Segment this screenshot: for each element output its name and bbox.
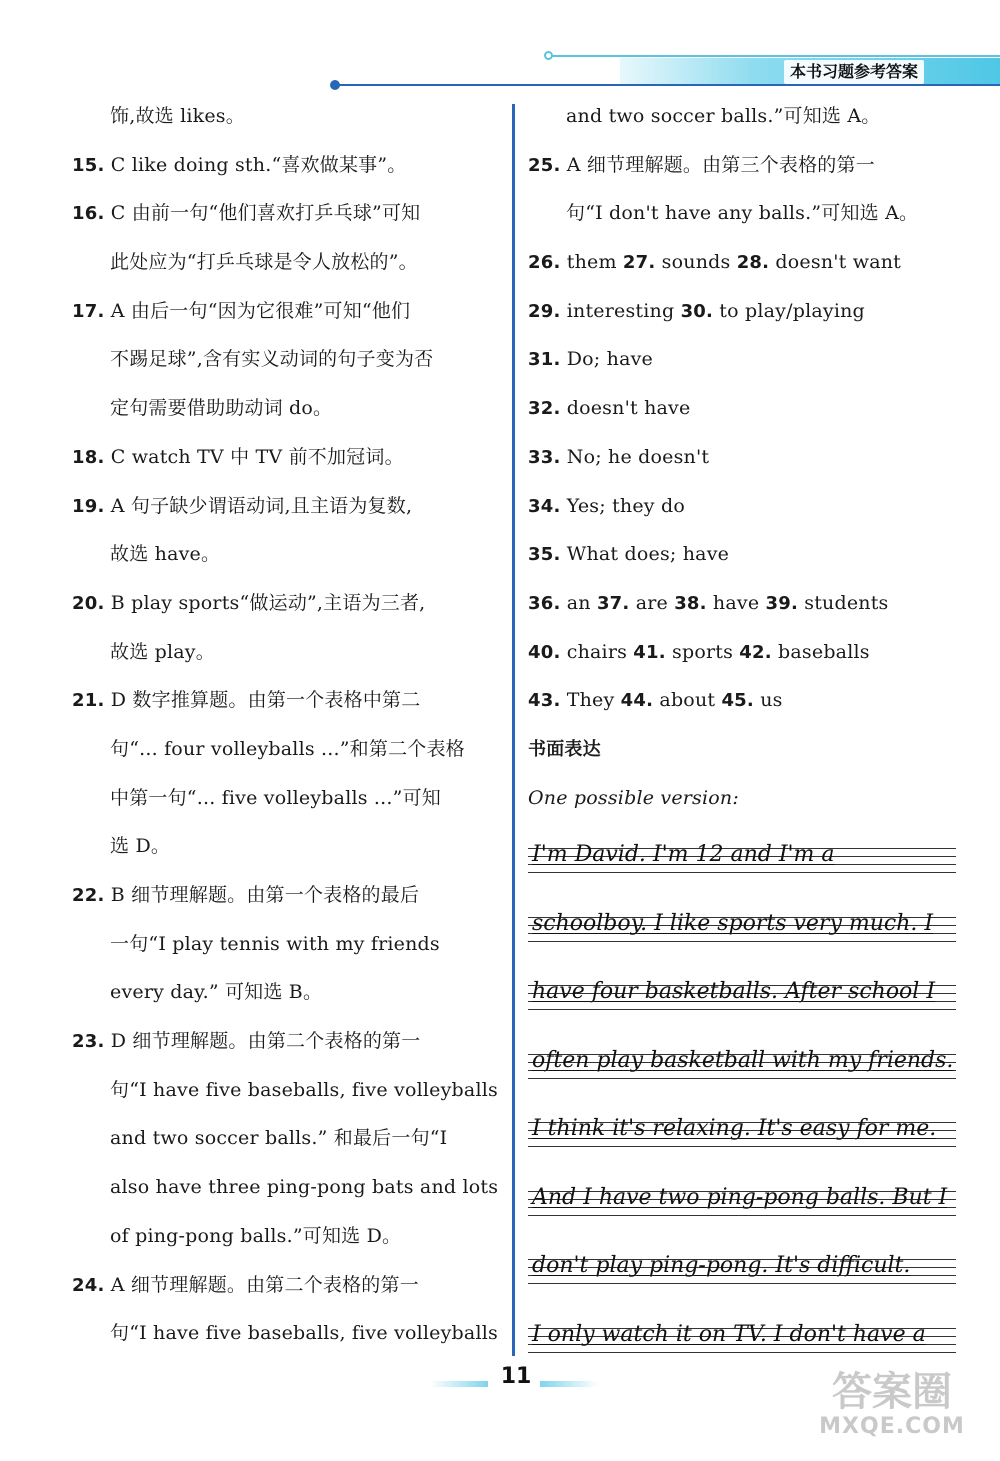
answer-line <box>72 968 504 1017</box>
answer-line <box>72 628 504 677</box>
question-number: 44. <box>620 690 654 712</box>
answer-text: Yes; they do <box>560 494 685 517</box>
footer-decoration-right <box>540 1381 598 1387</box>
section-title-line <box>528 725 960 774</box>
answer-text: them <box>560 251 623 274</box>
question-number: 41. <box>633 641 666 663</box>
question-number: 25. <box>528 154 561 176</box>
question-number: 36. <box>528 592 561 614</box>
answer-line <box>72 774 504 823</box>
writing-guide-rule <box>528 1146 956 1147</box>
question-number: 45. <box>721 690 754 712</box>
answer-text: 故选 play。 <box>110 640 215 663</box>
question-number: 34. <box>528 495 561 517</box>
answer-text: and two soccer balls.”可知选 A。 <box>566 105 881 127</box>
question-number: 35. <box>528 544 561 566</box>
answer-line <box>72 1309 504 1358</box>
handwriting-text: And I have two ping-pong balls. But I <box>532 1184 948 1210</box>
header-dot-bottom <box>330 80 340 90</box>
answer-text: 一句“I play tennis with my friends <box>110 932 440 955</box>
question-number: 40. <box>528 641 561 663</box>
answer-text: What does; have <box>560 543 730 566</box>
answer-line <box>72 1017 504 1066</box>
handwriting-text: I only watch it on TV. I don't have a <box>532 1321 926 1347</box>
question-number: 28. <box>736 252 770 274</box>
watermark-url: MXQE.COM <box>819 1414 965 1439</box>
answer-line <box>72 482 504 531</box>
answer-text: B 细节理解题。由第一个表格的最后 <box>104 884 420 906</box>
handwriting-line <box>528 1100 956 1169</box>
column-divider <box>512 104 515 1356</box>
answer-line <box>528 141 960 190</box>
answer-text: A 细节理解题。由第二个表格的第一 <box>104 1273 419 1296</box>
footer-decoration-left <box>430 1381 488 1387</box>
answer-text: 中第一句“... five volleyballs ...”可知 <box>110 786 441 809</box>
answer-line <box>72 1114 504 1163</box>
question-number: 38. <box>674 592 707 614</box>
answer-line <box>72 920 504 969</box>
answer-text: No; he doesn't <box>560 445 710 468</box>
handwriting-line <box>528 1237 956 1306</box>
answer-text: chairs <box>560 640 634 663</box>
answer-line <box>72 579 504 628</box>
handwriting-text: schoolboy. I like sports very much. I <box>532 910 934 936</box>
question-number: 18. <box>72 446 105 468</box>
answer-text: are <box>629 591 675 614</box>
answer-line <box>528 384 960 433</box>
answer-text: A 由后一句“因为它很难”可知“他们 <box>104 299 411 322</box>
answer-text: 句“I have five baseballs, five volleyballs <box>110 1322 498 1345</box>
answer-line <box>528 433 960 482</box>
answer-text: about <box>653 689 722 712</box>
answer-text: 句“... four volleyballs ...”和第二个表格 <box>110 737 465 760</box>
writing-guide-rule <box>528 941 956 942</box>
page-number: 11 <box>500 1364 532 1389</box>
question-number: 27. <box>622 252 656 274</box>
answer-text: an <box>560 591 597 614</box>
answer-text: doesn't have <box>560 397 691 420</box>
writing-guide-rule <box>528 872 956 873</box>
answer-text: B play sports“做运动”,主语为三者, <box>104 591 426 614</box>
answer-line <box>528 238 960 287</box>
answer-text: baseballs <box>771 640 870 663</box>
question-number: 29. <box>528 300 561 322</box>
header-label: 本书习题参考答案 <box>784 60 924 84</box>
question-number: 43. <box>528 690 561 712</box>
answer-text: interesting <box>560 299 681 322</box>
answer-line <box>528 287 960 336</box>
answer-text: sounds <box>655 251 737 274</box>
answer-line <box>72 725 504 774</box>
answer-line <box>72 530 504 579</box>
question-number: 17. <box>72 300 105 322</box>
handwriting-text: have four basketballs. After school I <box>532 979 936 1004</box>
handwriting-text: don't play ping-pong. It's difficult. <box>532 1253 911 1278</box>
right-column <box>528 92 960 822</box>
answer-line <box>72 335 504 384</box>
answer-text: 句“I have five baseballs, five volleyballs <box>110 1078 498 1101</box>
question-number: 42. <box>739 641 772 663</box>
answer-line <box>528 335 960 384</box>
answer-text: D 细节理解题。由第二个表格的第一 <box>104 1030 421 1053</box>
answer-line <box>528 92 960 141</box>
answer-text: to play/playing <box>713 299 865 322</box>
section-intro: One possible version: <box>528 786 739 809</box>
question-number: 22. <box>72 885 105 906</box>
handwriting-text: I'm David. I'm 12 and I'm a <box>532 842 835 867</box>
answer-line <box>72 676 504 725</box>
answer-text: 饰,故选 likes。 <box>110 105 245 127</box>
question-number: 37. <box>596 592 630 614</box>
watermark-logo-text: 答案圈 <box>832 1369 952 1415</box>
section-intro-line <box>528 774 960 823</box>
handwriting-line <box>528 1306 956 1375</box>
question-number: 21. <box>72 690 105 712</box>
answer-text: Do; have <box>560 348 653 371</box>
answer-line <box>72 287 504 336</box>
question-number: 24. <box>72 1274 105 1296</box>
question-number: 23. <box>72 1031 105 1053</box>
handwriting-text: I think it's relaxing. It's easy for me. <box>532 1116 937 1141</box>
writing-guide-rule <box>528 1352 956 1353</box>
question-number: 19. <box>72 495 105 517</box>
answer-text: 选 D。 <box>110 835 171 858</box>
answer-text: and two soccer balls.” 和最后一句“I <box>110 1127 448 1150</box>
answer-line <box>528 676 960 725</box>
handwriting-line <box>528 826 956 895</box>
answer-line <box>72 238 504 287</box>
writing-guide-rule <box>528 1078 956 1079</box>
handwriting-text: often play basketball with my friends. <box>532 1047 954 1073</box>
answer-text: 定句需要借助助动词 do。 <box>110 397 333 420</box>
header-dot-top <box>544 51 553 60</box>
watermark <box>792 1370 992 1440</box>
writing-area <box>528 826 956 1374</box>
answer-text: A 细节理解题。由第三个表格的第一 <box>560 153 875 176</box>
answer-line <box>72 871 504 920</box>
header-rule-bottom <box>338 84 1000 86</box>
answer-line <box>528 628 960 677</box>
answer-text: doesn't want <box>769 251 902 274</box>
answer-line <box>72 141 504 190</box>
question-number: 16. <box>72 203 105 225</box>
writing-guide-rule <box>528 1215 956 1216</box>
answer-text: students <box>798 591 889 614</box>
answer-text: 故选 have。 <box>110 543 221 566</box>
answer-line <box>72 433 504 482</box>
left-column <box>72 92 504 1358</box>
answer-line <box>528 579 960 628</box>
answer-text: 句“I don't have any balls.”可知选 A。 <box>566 202 919 225</box>
answer-text: us <box>753 689 783 712</box>
answer-text: D 数字推算题。由第一个表格中第二 <box>104 689 421 712</box>
question-number: 33. <box>528 446 561 468</box>
answer-line <box>72 1212 504 1261</box>
answer-line <box>72 384 504 433</box>
answer-line <box>528 482 960 531</box>
section-title: 书面表达 <box>528 738 601 760</box>
answer-text: of ping-pong balls.”可知选 D。 <box>110 1224 402 1247</box>
answer-line <box>72 1261 504 1310</box>
handwriting-line <box>528 1169 956 1238</box>
writing-guide-rule <box>528 1283 956 1284</box>
answer-text: 不踢足球”,含有实义动词的句子变为否 <box>110 348 434 371</box>
answer-line <box>72 1066 504 1115</box>
answer-line <box>72 822 504 871</box>
answer-line <box>528 189 960 238</box>
handwriting-line <box>528 963 956 1032</box>
answer-text: sports <box>665 640 740 663</box>
question-number: 39. <box>765 592 799 614</box>
answer-text: C 由前一句“他们喜欢打乒乓球”可知 <box>104 202 421 225</box>
answer-text: A 句子缺少谓语动词,且主语为复数, <box>104 494 413 517</box>
handwriting-line <box>528 895 956 964</box>
answer-line <box>528 530 960 579</box>
answer-line <box>72 1163 504 1212</box>
answer-text: also have three ping-pong bats and lots <box>110 1176 499 1199</box>
question-number: 32. <box>528 398 561 420</box>
question-number: 15. <box>72 154 105 176</box>
answer-line <box>72 92 504 141</box>
header-rule-top <box>552 55 1000 57</box>
answer-text: 此处应为“打乒乓球是令人放松的”。 <box>110 251 418 274</box>
answer-text: have <box>706 591 766 614</box>
question-number: 26. <box>528 252 561 274</box>
writing-guide-rule <box>528 1009 956 1010</box>
question-number: 30. <box>680 300 714 322</box>
answer-text: every day.” 可知选 B。 <box>110 981 323 1004</box>
answer-text: They <box>560 689 621 712</box>
question-number: 20. <box>72 592 105 614</box>
answer-text: C watch TV 中 TV 前不加冠词。 <box>104 445 404 468</box>
question-number: 31. <box>528 349 561 371</box>
handwriting-line <box>528 1032 956 1101</box>
answer-text: C like doing sth.“喜欢做某事”。 <box>104 153 407 176</box>
answer-line <box>72 189 504 238</box>
